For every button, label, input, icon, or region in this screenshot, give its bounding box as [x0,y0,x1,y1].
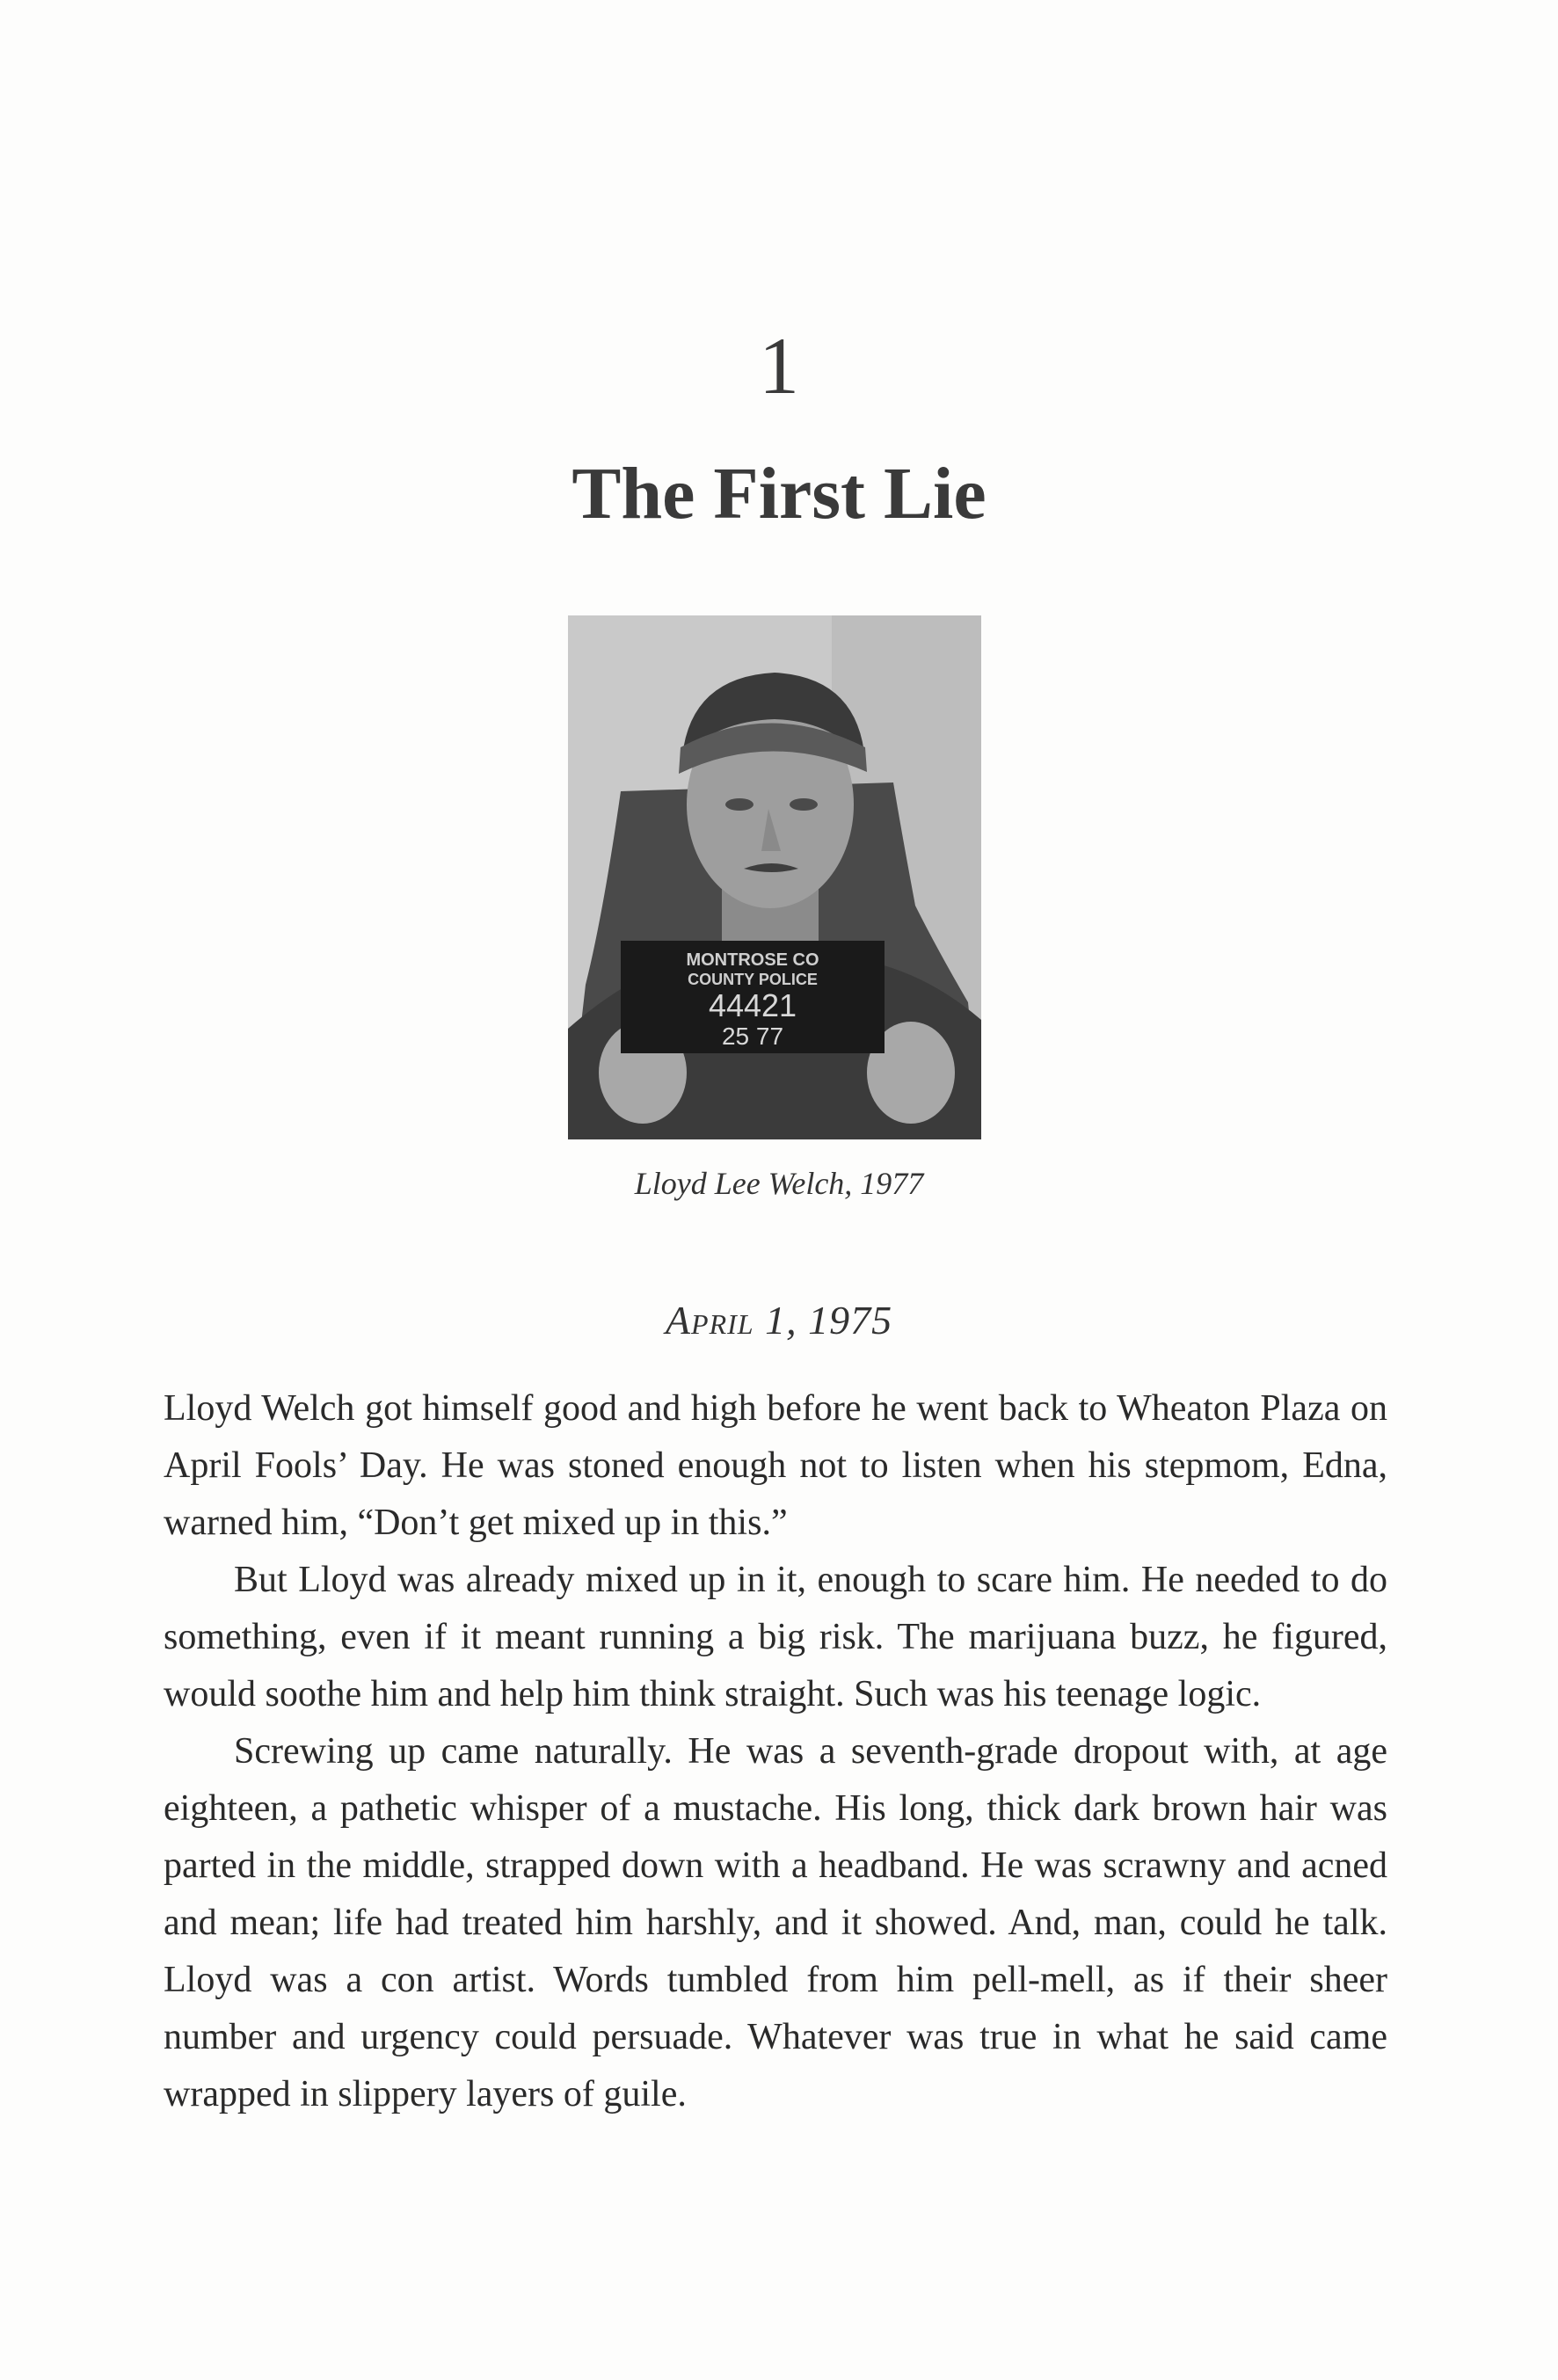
dateline [0,1297,1558,1343]
body-text [164,1380,1387,2123]
chapter-number: 1 [759,321,799,411]
placard-line1: MONTROSE CO [686,950,819,970]
chapter-title: The First Lie [572,453,986,535]
paragraph: But Lloyd was already mixed up in it, enough to scare him. He needed to do something, even if it meant running a big risk. The marijuana buzz, he figured, would soothe him and help him think straight. Such was his teenage logic. [164,1560,1387,1714]
paragraph: Lloyd Welch got himself good and high before he went back to Wheaton Plaza on April Fools’ Day. He was stoned enough not to listen when his stepmom, Edna, warned him, “Don’t get mixed up in this.” [164,1388,1387,1543]
dateline-month: April [665,1298,754,1343]
photo-caption: Lloyd Lee Welch, 1977 [634,1166,924,1201]
dateline-day-year: 1, 1975 [754,1298,893,1343]
placard-date: 25 77 [721,1023,784,1050]
paragraph: Screwing up came naturally. He was a seventh-grade dropout with, at age eighteen, a pathetic whisper of a mustache. His long, thick dark brown hair was parted in the middle, strapped down with a headband. He was scrawny and acned and mean; life had treated him harshly, and it showed. And, man, could he talk. Lloyd was a con artist. Words tumbled from him pell-mell, as if their sheer number and urgency could persuade. Whatever was true in what he said came wrapped in slippery layers of guile. [164,1731,1387,2114]
placard-line2: COUNTY POLICE [688,971,818,988]
mugshot-photo [568,615,981,1139]
placard-number: 44421 [708,987,797,1023]
